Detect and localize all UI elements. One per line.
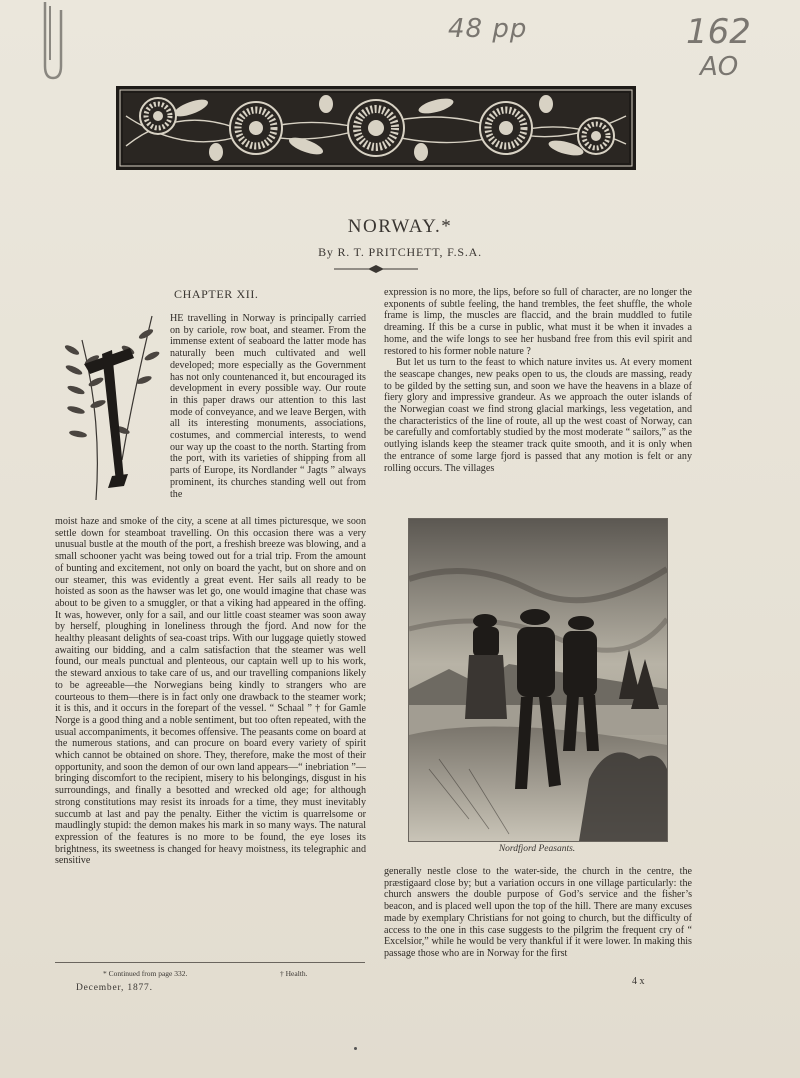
floral-header-banner: [116, 86, 636, 170]
illustration-caption: Nordfjord Peasants.: [498, 844, 576, 854]
article-title: NORWAY.*: [347, 216, 453, 237]
footnote-health: † Health.: [280, 969, 308, 978]
paper-clip-icon: [36, 0, 66, 82]
article-byline: By R. T. PRITCHETT, F.S.A.: [318, 245, 482, 259]
peasants-engraving: [409, 519, 667, 841]
handwritten-note-initials: AO: [700, 52, 739, 82]
handwritten-note-number: 162: [686, 12, 751, 52]
ornamental-rule: [334, 264, 418, 274]
body-text-right-column: [384, 287, 692, 474]
chapter-heading: CHAPTER XII.: [174, 287, 259, 301]
paragraph: expression is no more, the lips, before so full of character, are no longer the exponents of subtle feeling, the hand trembles, the feet shuffle, the whole frame is limp, the muscles are flaccid, and the brain muddled to futile dreaming. If this be a curse in public, what must it be when it invades a home, and the wife longs to see her husband free from this evil spirit and restored to his former noble nature ?: [384, 287, 692, 357]
printer-signature: 4 x: [632, 976, 645, 987]
footnote-continued: * Continued from page 332.: [103, 969, 188, 978]
handwritten-note-page-count: 48 pp: [448, 14, 528, 44]
issue-date: December, 1877.: [76, 983, 153, 993]
paragraph: HE travelling in Norway is principally carried on by cariole, row boat, and steamer. From the immense extent of seaboard the latter mode has naturally been much cultivated and well developed; more especially as the Government has not only countenanced it, but encouraged its development in every possible way. Our route in this paper draws our attention to this last mode of conveyance, and we leave Bergen, with all its interesting monuments, associations, costumes, and commercial interests, to wend our way up the coast to the north. Starting from the port, with its varieties of shipping from all parts of Europe, its Nordlander “ Jagts ” always prominent, its churches standing well out from the: [170, 313, 366, 500]
paragraph: moist haze and smoke of the city, a scene at all times picturesque, we soon settle down for steamboat travelling. On this occasion there was a very unusual bustle at the mouth of the port, a freshish breeze was blowing, and a small schooner yacht was being towed out for a trial trip. From the amount of bunting and excitement, not only on board the yacht, but on shore and on our steamer, this was evidently a great event. Her sails all ready to be hoisted as soon as the hawser was let go, one would imagine that chase was about to be given to a smuggler, or that a viking had appeared in the offing. It was, however, only for a sail, and our little coast steamer was soon away by herself, ploughing in loneliness through the fjord. And now for the healthy pleasant delights of sea-coast trips. With our luggage quietly stowed awaiting our bidding, and a calm satisfaction that the steamer was well found, our meals punctual and plenteous, our captain well up to his work, the steward anxious to take care of us, and our travelling companions likely to be agreeable—the Norwegians being kindly to strangers who are courteous to them—there is in fact only one drawback to the steamer work; it is this, and it occurs in the forepart of the vessel. “ Schaal ” † for Gamle Norge is a good thing and a noble sentiment, but too often repeated, with the usual accompaniments, it becomes offensive. The peasants come on board at the numerous stations, and can procure on board every variety of spirit which cannot be obtained on shore. They, therefore, make the most of their opportunity, and soon the demon of our own land appears—“ inebriation ”—bringing discomfort to the recipient, misery to his belongings, disgust in his surroundings, and finally a besotted and wrecked old age; for although strong constitutions may resist its inroads for a time, they must inevitably succumb at last and pay the penalty. Either the victim is quarrelsome or maudlingly stupid: the demon makes his mark in so many ways. The natural expression of the features is no more to be found, the eye loses its brightness, its sweetness is changed for heavy moistness, its telegraphic and sensitive: [55, 516, 366, 867]
paragraph: But let us turn to the feast to which nature invites us. At every moment the seascape changes, new peaks open to us, the clouds are massing, ready to be gilded by the setting sun, and soon we have the heavens in a blaze of fiery glory and impressive grandeur. As we approach the outer islands of the Norwegian coast we find strong glacial markings, less vegetation, and the characteristics of the line of route, all up the west coast of Norway, can be carefully and comfortably studied by the most moderate “ sailors,” as the outlying islands keep the steamer track quite smooth, and it is only when the entrance of some large fjord is passed that any motion is felt or any rolling occurs. The villages: [384, 357, 692, 474]
engraving-illustration: [408, 518, 668, 842]
body-text-left-column: [55, 516, 366, 867]
footnote-divider: [55, 962, 365, 963]
page-mark: [354, 1047, 357, 1050]
paragraph: generally nestle close to the water-side, the church in the centre, the præstigaard close by; but a variation occurs in one village particularly: the church answers the double purpose of God’s service and the fisher’s beacon, and is placed well upon the top of the hill. There are many excuses made by exemplary Christians for not going to church, but the difficulty of access to the one in this case suggests to the pilgrim the frequent cry of “ Excelsior,” while he would be very thankful if it were lower. In making this passage those who are in Norway for the first: [384, 866, 692, 959]
body-text-right-bottom: [384, 866, 692, 960]
body-text-intro: [170, 313, 366, 500]
decorated-initial-t: [62, 310, 166, 512]
